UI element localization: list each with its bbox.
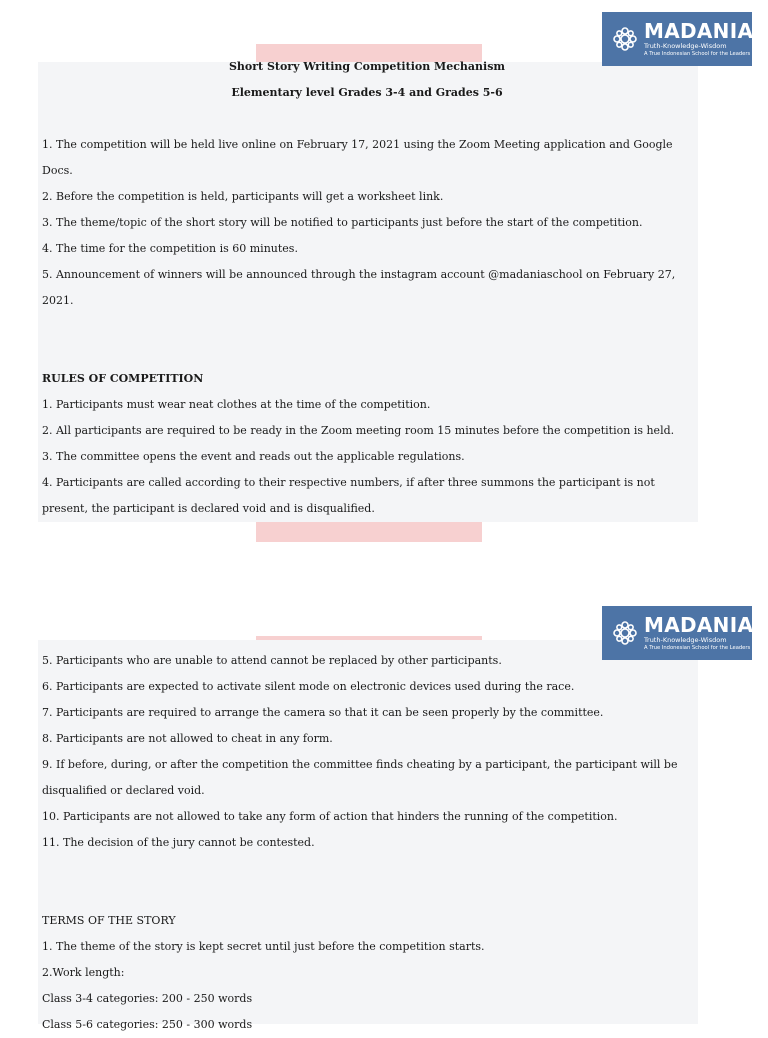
rule-item: 1. Participants must wear neat clothes at the time of the competition. (42, 398, 431, 411)
document-title: Short Story Writing Competition Mechanism (228, 60, 506, 73)
rules-heading: RULES OF COMPETITION (42, 372, 204, 385)
rule-item: 3. The committee opens the event and reads out the applicable regulations. (42, 450, 465, 463)
terms-heading: TERMS OF THE STORY (42, 914, 176, 927)
rule-item: 2. All participants are required to be ready in the Zoom meeting room 15 minutes before the competition is held. (42, 424, 675, 437)
mechanism-item: 5. Announcement of winners will be announced through the instagram account @madaniaschool on February 27, 2021. (42, 268, 676, 307)
document-page-2 (0, 600, 768, 1031)
logo-subtitle: Truth-Knowledge-Wisdom (644, 636, 727, 645)
mechanism-item: 3. The theme/topic of the short story will be notified to participants just before the start of the competition. (42, 216, 643, 229)
mechanism-item: 4. The time for the competition is 60 minutes. (42, 242, 298, 255)
rule-item: 10. Participants are not allowed to take any form of action that hinders the running of the competition. (42, 810, 618, 823)
rule-item: 7. Participants are required to arrange the camera so that it can be seen properly by the committee. (42, 706, 604, 719)
rule-item: 6. Participants are expected to activate silent mode on electronic devices used during the race. (42, 680, 575, 693)
terms-item: Class 3-4 categories: 200 - 250 words (42, 992, 253, 1005)
rule-item: 9. If before, during, or after the competition the committee finds cheating by a participant, the participant will be disqualified or declared void. (42, 758, 678, 797)
logo-tagline: A True Indonesian School for the Leaders (644, 644, 751, 651)
mechanism-item: 2. Before the competition is held, participants will get a worksheet link. (42, 190, 444, 203)
watermark-strip (256, 522, 482, 542)
rule-item: 5. Participants who are unable to attend cannot be replaced by other participants. (42, 654, 502, 667)
terms-item: Class 5-6 categories: 250 - 300 words (42, 1018, 253, 1031)
rule-item: 11. The decision of the jury cannot be contested. (42, 836, 315, 849)
rule-item: 8. Participants are not allowed to cheat in any form. (42, 732, 333, 745)
mechanism-item: 1. The competition will be held live online on February 17, 2021 using the Zoom Meeting application and Google Docs. (42, 138, 673, 177)
logo-tagline: A True Indonesian School for the Leaders (644, 50, 751, 57)
logo-name: MADANIA (644, 19, 754, 44)
page-1-text (42, 54, 692, 522)
terms-item: 1. The theme of the story is kept secret until just before the competition starts. (42, 940, 485, 953)
logo-subtitle: Truth-Knowledge-Wisdom (644, 42, 727, 51)
terms-item: 2.Work length: (42, 966, 125, 979)
madania-emblem-icon (612, 26, 638, 52)
logo-name: MADANIA (644, 613, 754, 638)
page-2-text (42, 648, 692, 1038)
document-subtitle: Elementary level Grades 3-4 and Grades 5-6 (231, 86, 503, 99)
rule-item: 4. Participants are called according to their respective numbers, if after three summons the participant is not present, the participant is declared void and is disqualified. (42, 476, 655, 515)
madania-emblem-icon (612, 620, 638, 646)
